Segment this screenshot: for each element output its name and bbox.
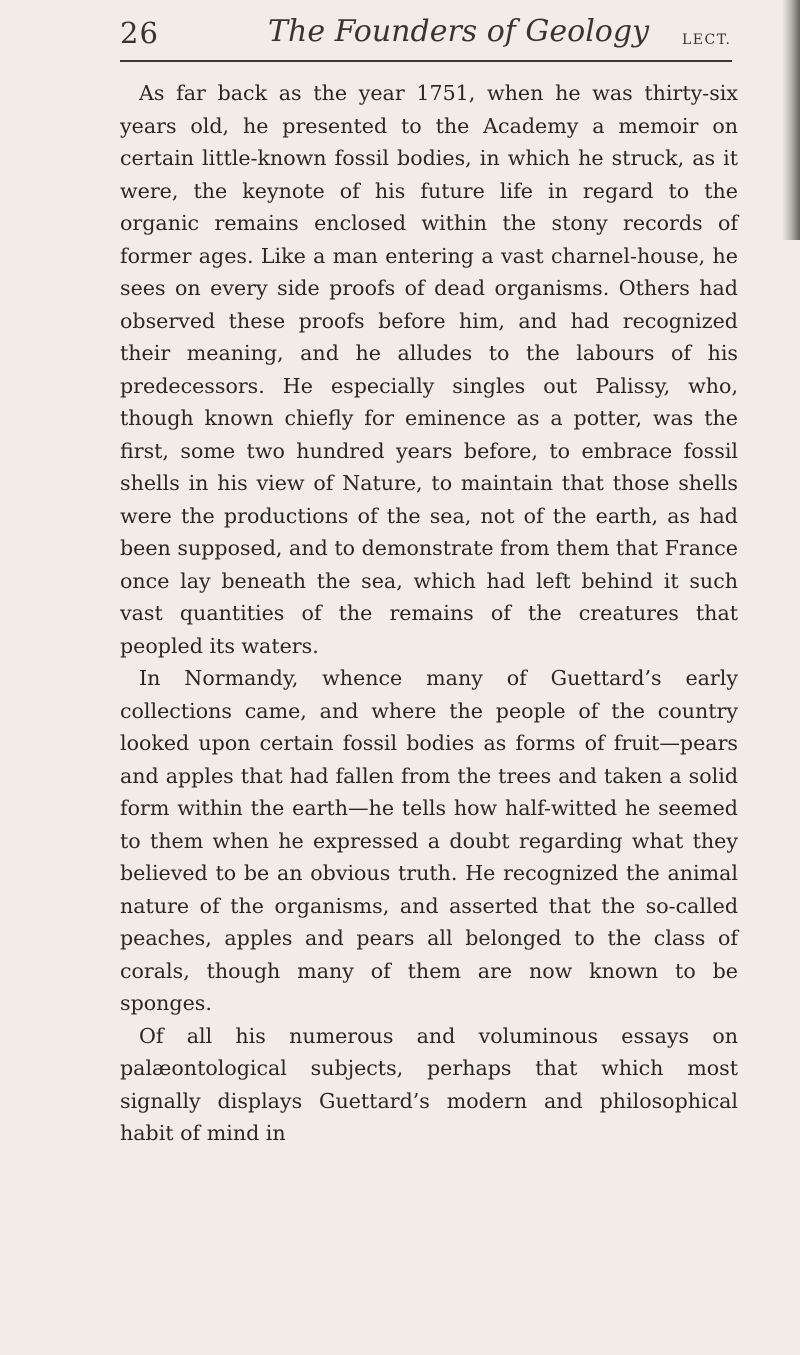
paragraph: As far back as the year 1751, when he was thirty-six years old, he presented to the Academy a memoir on certain little-known fossil bodies, in which he struck, as it were, the keynote of his future life in regard to the organic remains enclosed within the stony records of former ages. Like a man entering a vast charnel-house, he sees on every side proofs of dead organisms. Others had observed these proofs before him, and had recognized their meaning, and he alludes to the labours of his predecessors. He especially singles out Palissy, who, though known chiefly for eminence as a potter, was the first, some two hundred years before, to embrace fossil shells in his view of Nature, to maintain that those shells were the productions of the sea, not of the earth, as had been supposed, and to demonstrate from them that France once lay beneath the sea, which had left behind it such vast quantities of the remains of the creatures that peopled its waters. [120, 81, 738, 658]
running-title: The Founders of Geology [268, 14, 650, 49]
paragraph: Of all his numerous and voluminous essays on palæontological subjects, perhaps that which most signally displays Guettard’s modern and philosophical habit of mind in [120, 1023, 738, 1145]
page-edge-shadow [782, 0, 800, 240]
running-header [120, 6, 760, 54]
header-rule [120, 60, 732, 62]
paragraph: In Normandy, whence many of Guettard’s early collections came, and where the people of the country looked upon certain fossil bodies as forms of fruit—pears and apples that had fallen from the trees and taken a solid form within the earth—he tells how half-witted he seemed to them when he expressed a doubt regarding what they believed to be an obvious truth. He recognized the animal nature of the organisms, and asserted that the so-called peaches, apples and pears all belonged to the class of corals, though many of them are now known to be sponges. [120, 666, 738, 1015]
page-number: 26 [120, 16, 159, 50]
body-text [120, 77, 738, 1150]
section-mark: LECT. [682, 32, 732, 48]
